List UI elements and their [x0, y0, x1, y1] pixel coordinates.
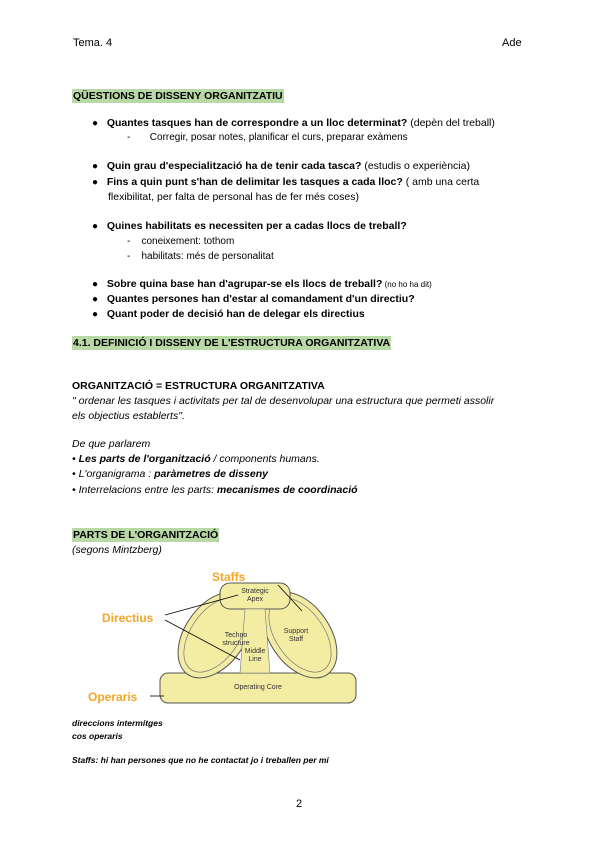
definition-line: els objectius establerts". — [72, 410, 185, 422]
section-title-definition: 4.1. DEFINICIÓ I DISSENY DE L'ESTRUCTURA ORGANITZATIVA — [73, 337, 391, 349]
topics-title: De que parlarem — [72, 438, 151, 450]
list-item: ● Fins a quin punt s'han de delimitar les tasques a cada lloc? ( amb una certa — [92, 176, 480, 188]
section-subtitle: (segons Mintzberg) — [72, 544, 162, 556]
label-middle: Middle — [244, 648, 266, 655]
section-title-parts: PARTS DE L'ORGANITZACIÓ — [73, 529, 219, 541]
section-title-questions: QÜESTIONS DE DISSENY ORGANITZATIU — [73, 90, 283, 102]
label-staff: Staff — [288, 636, 304, 643]
topic-item: • Les parts de l'organització / components humans. — [72, 453, 320, 465]
topic-item: • Interrelacions entre les parts: mecanismes de coordinació — [72, 484, 358, 496]
note: cos operaris — [72, 731, 123, 741]
list-item: ● Quantes tasques han de correspondre a un lloc determinat? (depèn del treball) — [92, 117, 495, 129]
header-right: Ade — [502, 37, 522, 49]
label-structure: structure — [222, 640, 250, 647]
list-subitem: - Corregir, posar notes, planificar el curs, preparar exàmens — [127, 132, 408, 143]
list-subitem: - coneixement: tothom — [127, 236, 235, 247]
page-number: 2 — [296, 798, 303, 810]
list-item-continuation: flexibilitat, per falta de personal has de fer més coses) — [108, 191, 359, 203]
topic-item: • L'organigrama : paràmetres de disseny — [72, 468, 268, 480]
list-item: ● Sobre quina base han d'agrupar-se els llocs de treball? (no ho ha dit) — [92, 278, 432, 290]
label-techno: Techno — [224, 632, 248, 639]
mintzberg-diagram — [60, 565, 370, 715]
list-item: ● Quant poder de decisió han de delegar els directius — [92, 308, 365, 320]
label-directius: Directius — [102, 611, 154, 625]
list-item: ● Quin grau d'especialització ha de tenir cada tasca? (estudis o experiència) — [92, 160, 470, 172]
label-operaris: Operaris — [88, 690, 138, 704]
list-item: ● Quantes persones han d'estar al comandament d'un directiu? — [92, 293, 415, 305]
label-support: Support — [283, 628, 309, 635]
definition-title: ORGANITZACIÓ = ESTRUCTURA ORGANITZATIVA — [72, 380, 325, 392]
label-line: Line — [248, 656, 262, 663]
header-left: Tema. 4 — [73, 37, 113, 49]
note: Staffs: hi han persones que no he contactat jo i treballen per mi — [72, 755, 329, 765]
label-strategic: Strategic — [241, 588, 269, 595]
label-operating-core: Operating Core — [234, 684, 282, 691]
label-apex: Apex — [247, 596, 263, 603]
list-item: ● Quines habilitats es necessiten per a cadas llocs de treball? — [92, 220, 407, 232]
definition-line: " ordenar les tasques i activitats per tal de desenvolupar una estructura que permeti assolir — [72, 395, 495, 407]
note: direccions intermitges — [72, 718, 163, 728]
label-staffs: Staffs — [212, 570, 246, 584]
list-subitem: - habilitats: més de personalitat — [127, 251, 274, 262]
